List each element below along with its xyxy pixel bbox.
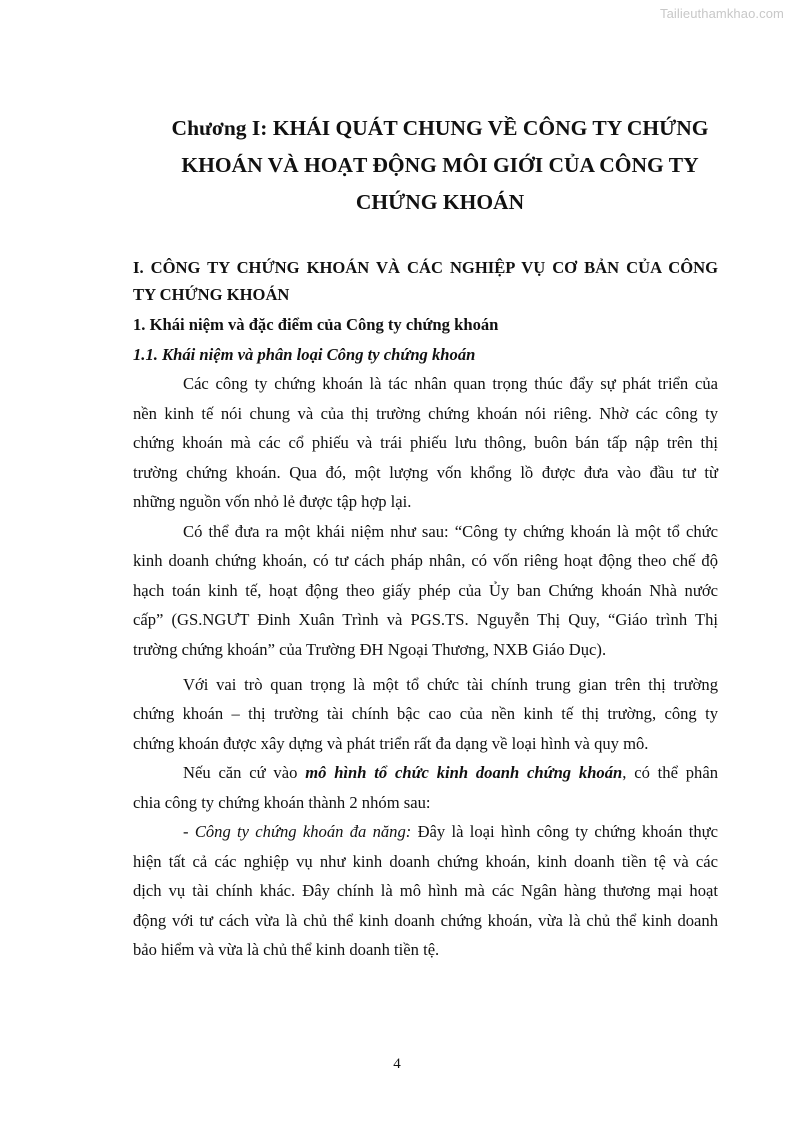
paragraph-line: những nguồn vốn nhỏ lẻ được tập hợp lại. bbox=[133, 492, 412, 511]
paragraph-line: dịch vụ tài chính khác. Đây chính là mô hình mà các Ngân hàng thương mại hoạt bbox=[133, 881, 718, 900]
paragraph-line: chứng khoán – thị trường tài chính bậc cao của nền kinh tế thị trường, công ty bbox=[133, 704, 718, 723]
chapter-title-line: Chương I: KHÁI QUÁT CHUNG VỀ CÔNG TY CHỨNG bbox=[171, 116, 709, 140]
text: , có thể phân bbox=[622, 763, 718, 782]
text: Nếu căn cứ vào bbox=[183, 763, 306, 782]
paragraph-line: trường chứng khoán. Qua đó, một lượng vốn khổng lồ được đưa vào đầu tư từ bbox=[133, 463, 718, 482]
paragraph-line: Các công ty chứng khoán là tác nhân quan trọng thúc đẩy sự phát triển của bbox=[183, 374, 718, 393]
subsubheading: 1.1. Khái niệm và phân loại Công ty chứng khoán bbox=[133, 345, 476, 364]
paragraph-line: Có thể đưa ra một khái niệm như sau: “Công ty chứng khoán là một tổ chức bbox=[183, 522, 718, 541]
paragraph-line bbox=[183, 763, 718, 783]
subheading: 1. Khái niệm và đặc điểm của Công ty chứng khoán bbox=[133, 315, 499, 334]
paragraph-line: động với tư cách vừa là chủ thể kinh doanh chứng khoán, vừa là chủ thể kinh doanh bbox=[133, 911, 718, 930]
page-number: 4 bbox=[393, 1056, 401, 1072]
section-heading-line: I. CÔNG TY CHỨNG KHOÁN VÀ CÁC NGHIỆP VỤ CƠ BẢN CỦA CÔNG bbox=[133, 258, 718, 277]
paragraph-line: kinh doanh chứng khoán, có tư cách pháp nhân, có vốn riêng hoạt động theo chế độ bbox=[133, 551, 718, 570]
paragraph-line: trường chứng khoán” của Trường ĐH Ngoại Thương, NXB Giáo Dục). bbox=[133, 640, 607, 659]
emphasis-text: mô hình tổ chức kinh doanh chứng khoán bbox=[305, 763, 623, 782]
paragraph-line: cấp” (GS.NGƯT Đinh Xuân Trình và PGS.TS. Nguyễn Thị Quy, “Giáo trình Thị bbox=[133, 610, 718, 629]
paragraph-line: hiện tất cả các nghiệp vụ như kinh doanh chứng khoán, kinh doanh tiền tệ và các bbox=[133, 852, 718, 871]
emphasis-text: Công ty chứng khoán đa năng: bbox=[194, 822, 412, 841]
paragraph-line: chứng khoán mà các cổ phiếu và trái phiếu lưu thông, buôn bán tấp nập trên thị bbox=[133, 433, 718, 452]
paragraph-line: hạch toán kinh tế, hoạt động theo giấy phép của Ủy ban Chứng khoán Nhà nước bbox=[133, 581, 718, 600]
chapter-title-line: KHOÁN VÀ HOẠT ĐỘNG MÔI GIỚI CỦA CÔNG TY bbox=[181, 153, 699, 177]
text: Đây là loại hình công ty chứng khoán thực bbox=[411, 822, 719, 841]
text: - bbox=[183, 822, 195, 841]
paragraph-line: nền kinh tế nói chung và của thị trường chứng khoán nói riêng. Nhờ các công ty bbox=[133, 404, 718, 423]
paragraph-line bbox=[183, 822, 718, 842]
paragraph-line: chứng khoán được xây dựng và phát triển rất đa dạng về loại hình và quy mô. bbox=[133, 734, 649, 753]
watermark: Tailieuthamkhao.com bbox=[659, 6, 784, 21]
chapter-title-line: CHỨNG KHOÁN bbox=[355, 190, 525, 214]
paragraph-line: bảo hiểm và vừa là chủ thể kinh doanh tiền tệ. bbox=[133, 940, 440, 959]
chapter-title bbox=[140, 110, 740, 221]
section-heading-line: TY CHỨNG KHOÁN bbox=[133, 285, 290, 304]
paragraph-line: chia công ty chứng khoán thành 2 nhóm sau: bbox=[133, 793, 431, 812]
paragraph-line: Với vai trò quan trọng là một tổ chức tài chính trung gian trên thị trường bbox=[183, 675, 718, 694]
